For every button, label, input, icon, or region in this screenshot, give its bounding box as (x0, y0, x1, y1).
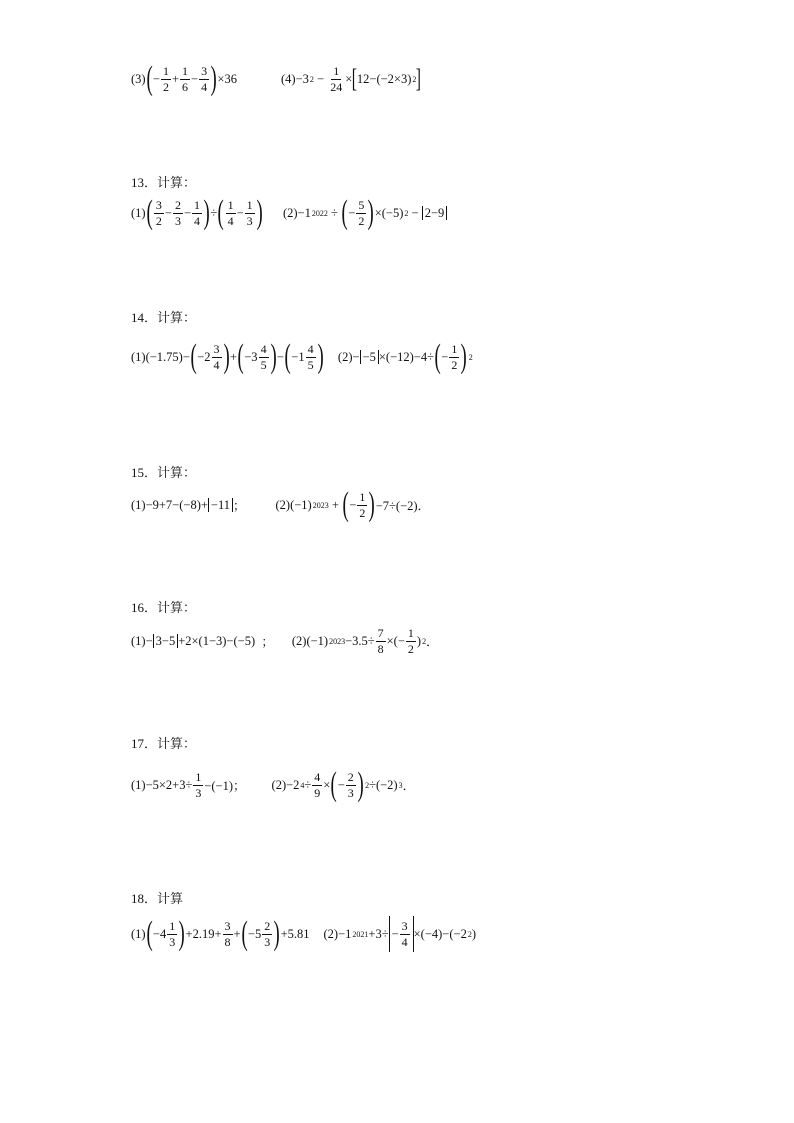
mixed-number: −2 $\frac{3}{4}$ (197, 341, 220, 372)
part-label: (1) (131, 205, 146, 220)
part-label: (1) (131, 777, 146, 792)
problem-17-title: 17．计算： (131, 736, 197, 751)
q14-part1: (1) (−1.75) − ( −2 $\frac{3}{4}$ ) + ( −3 $\frac{4}{5}$ ) − ( −1 $\frac{4}{5}$ ) (131, 338, 324, 375)
fraction: $\frac{1}{2}$ (451, 341, 458, 372)
fraction: $\frac{3}{2}$ (155, 197, 162, 228)
q17-line (131, 768, 415, 802)
q14-part2: (2) − −5 ×(−12)−4÷ ( − $\frac{1}{2}$ ) 2 (337, 338, 473, 375)
q18-line (131, 916, 476, 952)
part-label: (2) (291, 633, 307, 648)
q15-part1: (1) −9+7−(−8)+ −11 ； (131, 497, 246, 513)
absolute-value: −5 (360, 350, 379, 364)
q16-part1: (1) − 3−5 +2×(1−3)−(−5) ； (131, 633, 274, 650)
q16-line (131, 627, 439, 655)
fraction: $\frac{3}{8}$ (224, 918, 231, 949)
part-label: (2) (337, 349, 353, 364)
fraction: $\frac{3}{4}$ (201, 63, 208, 94)
fraction: $\frac{1}{3}$ (195, 769, 202, 800)
fraction: $\frac{1}{2}$ (407, 626, 414, 656)
mixed-number: −4 $\frac{1}{3}$ (152, 918, 176, 949)
fraction: $\frac{4}{9}$ (314, 769, 321, 800)
fraction: $\frac{2}{3}$ (174, 197, 181, 228)
fraction: $\frac{1}{24}$ (330, 63, 343, 94)
q13-part2: (2) −1 2022 ÷ ( − $\frac{5}{2}$ ) ×(−5) 2 − 2−9 (283, 196, 447, 230)
q16-part2: (2) (−1) 2023 −3.5÷ $\frac{7}{8}$ ×(− $\frac{1}{2}$ ) 2 ． (291, 626, 439, 656)
part-label: (3) (131, 71, 146, 86)
fraction: $\frac{2}{3}$ (347, 769, 354, 800)
q12-part3: (3) ( − $\frac{1}{2}$ + $\frac{1}{6}$ − $\frac{3}{4}$ ) ×36 (131, 60, 237, 97)
fraction: $\frac{1}{4}$ (194, 197, 201, 228)
problem-15-title: 15．计算： (131, 465, 197, 480)
part-label: (4) (280, 71, 296, 86)
q15-part2: (2) (−1) 2023 + ( − $\frac{1}{2}$ ) −7÷(−2)． (275, 486, 431, 523)
problem-18-title: 18．计算 (131, 891, 184, 906)
fraction: $\frac{1}{4}$ (227, 197, 234, 228)
q17-part1: (1) −5×2+3÷ $\frac{1}{3}$ −(−1)； (131, 769, 246, 800)
fraction: $\frac{3}{4}$ (401, 918, 408, 949)
absolute-value: −11 (208, 498, 233, 512)
part-label: (2) (271, 777, 287, 792)
q18-part2: (2) −1 2021 +3÷ − $\frac{3}{4}$ ×(−4)− ( −2 2 ) (324, 916, 477, 952)
fraction: $\frac{1}{2}$ (162, 63, 169, 94)
q17-part2: (2) −2 4 ÷ $\frac{4}{9}$ × ( − $\frac{2}{3}$ ) 2 ÷(−2) 3 ． (271, 766, 416, 803)
absolute-value: 3−5 (153, 634, 179, 648)
problem-16-title: 16．计算： (131, 600, 197, 615)
q13-line (131, 196, 447, 230)
q18-part1: (1) ( −4 $\frac{1}{3}$ ) +2.19+ $\frac{3}{8}$ + ( −5 $\frac{2}{3}$ ) +5.81 (131, 915, 310, 952)
fraction: $\frac{1}{3}$ (246, 197, 253, 228)
q12-line (131, 62, 421, 96)
part-label: (1) (131, 497, 146, 512)
fraction: $\frac{1}{6}$ (182, 63, 189, 94)
fraction: $\frac{1}{2}$ (359, 489, 366, 520)
mixed-number: −3 $\frac{4}{5}$ (244, 341, 267, 372)
problem-13-title: 13．计算： (131, 175, 197, 190)
q12-part4: (4) −3 2 − $\frac{1}{24}$ × [ 12−(−2×3) 2 ] (280, 63, 422, 94)
fraction: $\frac{5}{2}$ (358, 197, 365, 228)
problem-14-title: 14．计算： (131, 310, 197, 325)
part-label: (2) (282, 205, 298, 220)
expression-text: ×36 (217, 71, 237, 86)
part-label: (1) (131, 926, 146, 941)
absolute-value: 2−9 (422, 206, 448, 220)
part-label: (1) (131, 633, 146, 648)
part-label: (2) (323, 926, 339, 941)
q14-line (131, 340, 473, 374)
part-label: (2) (275, 497, 291, 512)
mixed-number: −5 $\frac{2}{3}$ (247, 918, 271, 949)
mixed-number: −1 $\frac{4}{5}$ (291, 341, 314, 372)
fraction: $\frac{7}{8}$ (377, 626, 384, 656)
q15-line (131, 488, 430, 522)
q13-part1: (1) ( $\frac{3}{2}$ − $\frac{2}{3}$ − $\frac{1}{4}$ ) ÷ ( $\frac{1}{4}$ − $\frac{1}{3}$ ) (131, 194, 263, 231)
absolute-value: − $\frac{3}{4}$ (389, 916, 414, 952)
part-label: (1) (131, 349, 146, 364)
